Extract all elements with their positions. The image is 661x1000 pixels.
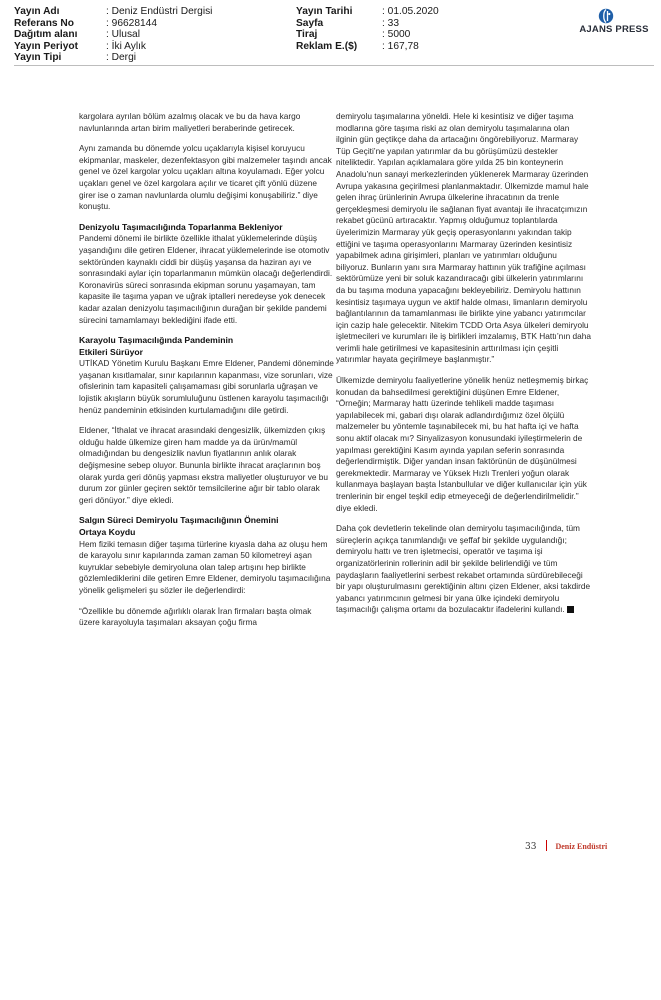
paragraph: UTİKAD Yönetim Kurulu Başkanı Emre Eldener, Pandemi döneminde yaşanan kısıtlamalar, sınır kapılarının kapanması, vize sorunları, vize ofislerinin tam kapasiteli çalışamaması gibi sorunlarla uğraşan ve lojistik akışların büyük sorumluluğunu üstlenen karayolu taşımacılığı henüz pandeminin etkisinden kurtulamadığını dile getirdi. (79, 358, 334, 415)
meta-label-reference: Referans No (14, 17, 75, 29)
meta-label-page: Sayfa (296, 17, 324, 29)
logo-text: AJANS PRESS (579, 24, 649, 35)
meta-value-distribution: : Ulusal (106, 29, 140, 41)
metadata-block (14, 6, 502, 64)
header-divider (14, 65, 654, 66)
page-number: 33 (525, 842, 537, 852)
publication-name: Deniz Endüstri (555, 842, 608, 851)
paragraph: Hem fiziki temasın diğer taşıma türlerine kıyasla daha az oluşu hem de karayolu sınır kapılarında zaman zaman 50 kilometreyi aşan kuyruklar sebebiyle demiryoluna olan talep artışını hep birlikte gözlemlediklerini dile getiren Emre Eldener, demiryolu taşımacılığına yönelik gelişmeleri şu sözler ile değerlendirdi: (79, 538, 331, 595)
meta-label-publication: Yayın Adı (14, 6, 60, 17)
end-of-article-mark (567, 606, 574, 613)
paragraph: demiryolu taşımalarına yöneldi. Hele ki kesintisiz ve diğer taşıma modlarına göre taşıma riski az olan demiryolu taşımalarına olan ilginin gün geçtikçe daha da artacağını öngörebiliyoruz. Marmaray Tüp Geçiti’ne yapılan yatırımlar da bu görüşümüzü destekler niteliktedir. Yapılan açıklamalara göre yılda 25 bin konteynerin Anadolu’nun sanayi merkezlerinden yüklenerek Marmaray üzerinden Avrupa yakasına geçirilmesi planlanmaktadır. Ülkemizde mamul hale gelen ihraç ürünlerinin Avrupa ülkelerine ihracatının da trenle gerçekleşmesi demiryolu ile sağlanan fiyat avantajı ile ihracatçımızın rekabet gücünü artıracaktır. Yapmış olduğumuz toplantılarda üyelerimizin Marmaray yük geçiş operasyonlarını yakından takip ettiğini ve taşıma operasyonlarını Marmaray üzerinden kesintisiz yapabilmek adına girişimleri, planları ve yatırımları olduğunu biliyoruz. Bunların yanı sıra Marmaray hattının yük trafiğine açılması sektörümüze yeni bir soluk kazandıracağı gibi ülkelerin yatırımlarını da bu taşıma moduna yapacağını bekleyebiliriz. Demiryolu hattının kesintisiz taşımaya uygun ve aktif halde olması, limanların demiryolu bağlantılarının da tamamlanması ile birlikte yine yabancı yatırımcılar için cazip hale gelecektir. Nitekim TCDD Orta Asya ülkeleri demiryolu işletmecileri ve kurumları ile iş birlikleri imzalamış, BTK Hattı’nın daha verimli hale getirilmesi ve kapasitesinin arttırılması için çeşitli yatırımlar hayata geçirilmeye başlanmıştır.” (336, 111, 591, 365)
metadata-row (14, 29, 502, 41)
paragraph (336, 523, 591, 616)
footer-divider (546, 840, 547, 851)
section-heading: Denizyolu Taşımacılığında Toparlanma Bekleniyor (79, 221, 283, 232)
paragraph: “Özellikle bu dönemde ağırlıklı olarak İran firmaları başta olmak üzere karayoluyla taşımaları aksayan çoğu firma (79, 605, 312, 628)
paragraph-text: Daha çok devletlerin tekelinde olan demiryolu taşımacılığında, tüm süreçlerin açıkça tanımlandığı ve şeffaf bir şekilde uygulandığı; demiryolu hattı ve tren işletmecisi, operatör ve taşıma işi organizatörlerinin rollerinin adil bir şekilde belirlendiği ve tüm paydaşların faaliyetlerini serbest rekabet ortamında sürdürebileceği bir yapı oluşturulmasını gerektiğinin altını çizen Eldener, aksi takdirde yabancı yatırımcının gelmesi bir yana ülke içindeki demiryolu taşımacılığı çalışma ortamı da bozulacaktır ifadelerini kullandı. (336, 523, 591, 615)
meta-value-publication: : Deniz Endüstri Dergisi (106, 6, 213, 17)
ajans-press-globe-icon (598, 8, 614, 24)
metadata-row (14, 6, 502, 18)
meta-value-ad-value: : 167,78 (382, 40, 419, 52)
paragraph: kargolara ayrılan bölüm azalmış olacak ve bu da hava kargo navlunlarında artan birim maliyetleri beraberinde getirecek. (79, 111, 301, 133)
article-column-right (336, 111, 591, 625)
meta-value-reference: : 96628144 (106, 17, 157, 29)
meta-value-circulation: : 5000 (382, 29, 411, 41)
meta-label-circulation: Tiraj (296, 29, 318, 41)
metadata-row (14, 41, 502, 53)
paragraph: Ülkemizde demiryolu faaliyetlerine yönelik henüz netleşmemiş birkaç konudan da bahsedilmesi gerektiğini düşünen Emre Eldener, “Örneğin; Marmaray hattı üzerinde tehlikeli madde taşıması yapılabilecek mi, gabari dışı olarak adlandırdığımız özel ölçülü malzemeler bu yöntemle taşınabilecek mi, bu hat hafta içi ve hafta sonu aktif olacak mı? Sinyalizasyon konusundaki iyileştirmelerin de yapılması gerektiğini Kasım ayında yapılan seferin sonrasında değerlendirmiştik. Diğer yandan insan faktörünün de düşünülmesi gerekmektedir. Marmaray ve Yüksek Hızlı Trenleri yoğun olarak kullanmaya başlayan başta İstanbullular ve diğer kullanıcılar için yük trenlerinin bir engel teşkil edip etmeyeceği de değerlendirilmelidir.” diye ekledi. (336, 375, 589, 513)
ajans-press-logo (574, 8, 654, 42)
paragraph: Eldener, “İthalat ve ihracat arasındaki dengesizlik, ülkemizden çıkış olduğu halde ülkemize giren ham madde ya da ürün/mamül olmadığından bu dengesizlik navlun fiyatlarının anlık olarak değişmesine sebep oluyor. Bununla birlikte ihracat araçlarının boş olarak yurda geri dönüş yapması ekstra maliyetler oluşturuyor ve bu durum zor günler geçiren sektör temsilcilerine ağır bir tablo olarak geri dönüyor.” diye ekledi. (79, 425, 329, 505)
metadata-row (14, 52, 502, 64)
meta-label-ad-value: Reklam E.($) (296, 40, 358, 52)
section-heading: Salgın Süreci Demiryolu Taşımacılığının Önemini Ortaya Koydu (79, 515, 279, 537)
meta-label-type: Yayın Tipi (14, 52, 62, 64)
meta-value-page: : 33 (382, 17, 399, 29)
section-heading: Karayolu Taşımacılığında Pandeminin Etkileri Sürüyor (79, 335, 234, 357)
meta-label-period: Yayın Periyot (14, 40, 78, 52)
meta-value-type: : Dergi (106, 52, 137, 64)
meta-label-distribution: Dağıtım alanı (14, 29, 78, 41)
metadata-row (14, 18, 502, 30)
paragraph: Aynı zamanda bu dönemde yolcu uçaklarıyla kişisel koruyucu ekipmanlar, maskeler, dezenfektasyon gibi malzemeler taşındı ancak genel ve özel kargolar yolcu uçakları altına koyulamadı. Eğer yolcu uçakları genel ve özel kargolara açılır ve ticaret çift yönlü düzene girer ise o zaman navlunlarda olumlu değişimi konuşabiliriz.” diye konuştu. (79, 143, 332, 212)
paragraph: Pandemi dönemi ile birlikte özellikle ithalat yüklemelerinde düşüş yaşandığını dile getiren Eldener, ihracat yüklemelerinde ise otomotiv sektöründen kaynaklı ciddi bir düşüş yaşansa da haziran ayı ve sonrasındaki aylar için toparlanmanın mümkün olacağı değerlendirdi. Koronavirüs süreci sonrasında ekipman sorunu yaşamayan, tam kapasite ile taşıma yapan ve uğrak iptalleri neredeyse yok denecek kadar azalan denizyolu taşımacılığının durağan bir şekilde pandemi sürecini tamamlamayı beklediğini ifade etti. (79, 233, 333, 325)
meta-value-date: : 01.05.2020 (382, 6, 439, 17)
page-footer (525, 839, 607, 853)
article-column-left (79, 111, 334, 638)
meta-label-date: Yayın Tarihi (296, 6, 353, 17)
meta-value-period: : İki Aylık (106, 40, 147, 52)
